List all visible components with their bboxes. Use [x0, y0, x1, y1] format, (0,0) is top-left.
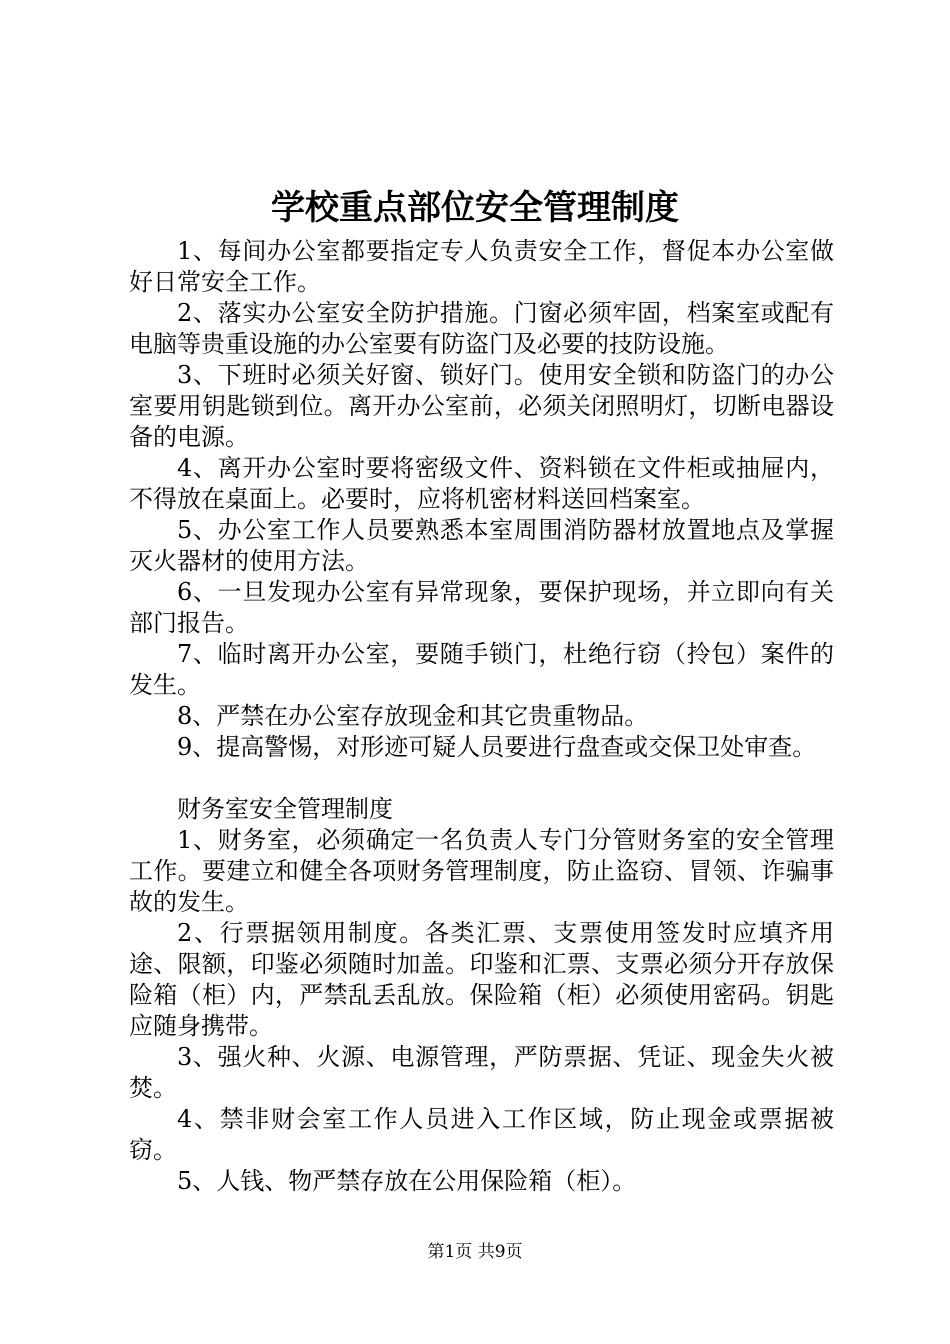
- section2-heading: 财务室安全管理制度: [177, 795, 393, 823]
- section2-item-4: 4、禁非财会室工作人员进入工作区域，防止现金或票据被窃。: [129, 1105, 834, 1164]
- section2-item-1: 1、财务室，必须确定一名负责人专门分管财务室的安全管理工作。要建立和健全各项财务管理制度，防止盗窃、冒领、诈骗事故的发生。: [129, 826, 834, 916]
- section2-item-5: 5、人钱、物严禁存放在公用保险箱（柜）。: [177, 1167, 637, 1195]
- section2-item-3: 3、强火种、火源、电源管理，严防票据、凭证、现金失火被焚。: [129, 1043, 834, 1102]
- section-spacer: [129, 763, 834, 794]
- section1-item-6: 6、一旦发现办公室有异常现象，要保护现场，并立即向有关部门报告。: [129, 578, 834, 637]
- section1-item-7: 7、临时离开办公室，要随手锁门，杜绝行窃（拎包）案件的发生。: [129, 640, 834, 699]
- section1-item-2: 2、落实办公室安全防护措施。门窗必须牢固，档案室或配有电脑等贵重设施的办公室要有防盗门及必要的技防设施。: [129, 299, 834, 358]
- section1-item-4: 4、离开办公室时要将密级文件、资料锁在文件柜或抽屉内，不得放在桌面上。必要时，应将机密材料送回档案室。: [129, 454, 834, 513]
- page-footer: 第1页 共9页: [427, 1242, 523, 1262]
- section1-item-3: 3、下班时必须关好窗、锁好门。使用安全锁和防盗门的办公室要用钥匙锁到位。离开办公室前，必须关闭照明灯，切断电器设备的电源。: [129, 361, 834, 451]
- section1-item-9: 9、提高警惕，对形迹可疑人员要进行盘查或交保卫处审查。: [177, 733, 817, 761]
- section1-item-5: 5、办公室工作人员要熟悉本室周围消防器材放置地点及掌握灭火器材的使用方法。: [129, 516, 834, 575]
- document-body: [129, 236, 834, 1197]
- section1-item-8: 8、严禁在办公室存放现金和其它贵重物品。: [177, 702, 649, 730]
- section2-item-2: 2、行票据领用制度。各类汇票、支票使用签发时应填齐用途、限额，印鉴必须随时加盖。印鉴和汇票、支票必须分开存放保险箱（柜）内，严禁乱丢乱放。保险箱（柜）必须使用密码。钥匙应随身携带。: [129, 919, 834, 1040]
- section1-item-1: 1、每间办公室都要指定专人负责安全工作，督促本办公室做好日常安全工作。: [129, 237, 834, 296]
- document-title: 学校重点部位安全管理制度: [271, 188, 679, 228]
